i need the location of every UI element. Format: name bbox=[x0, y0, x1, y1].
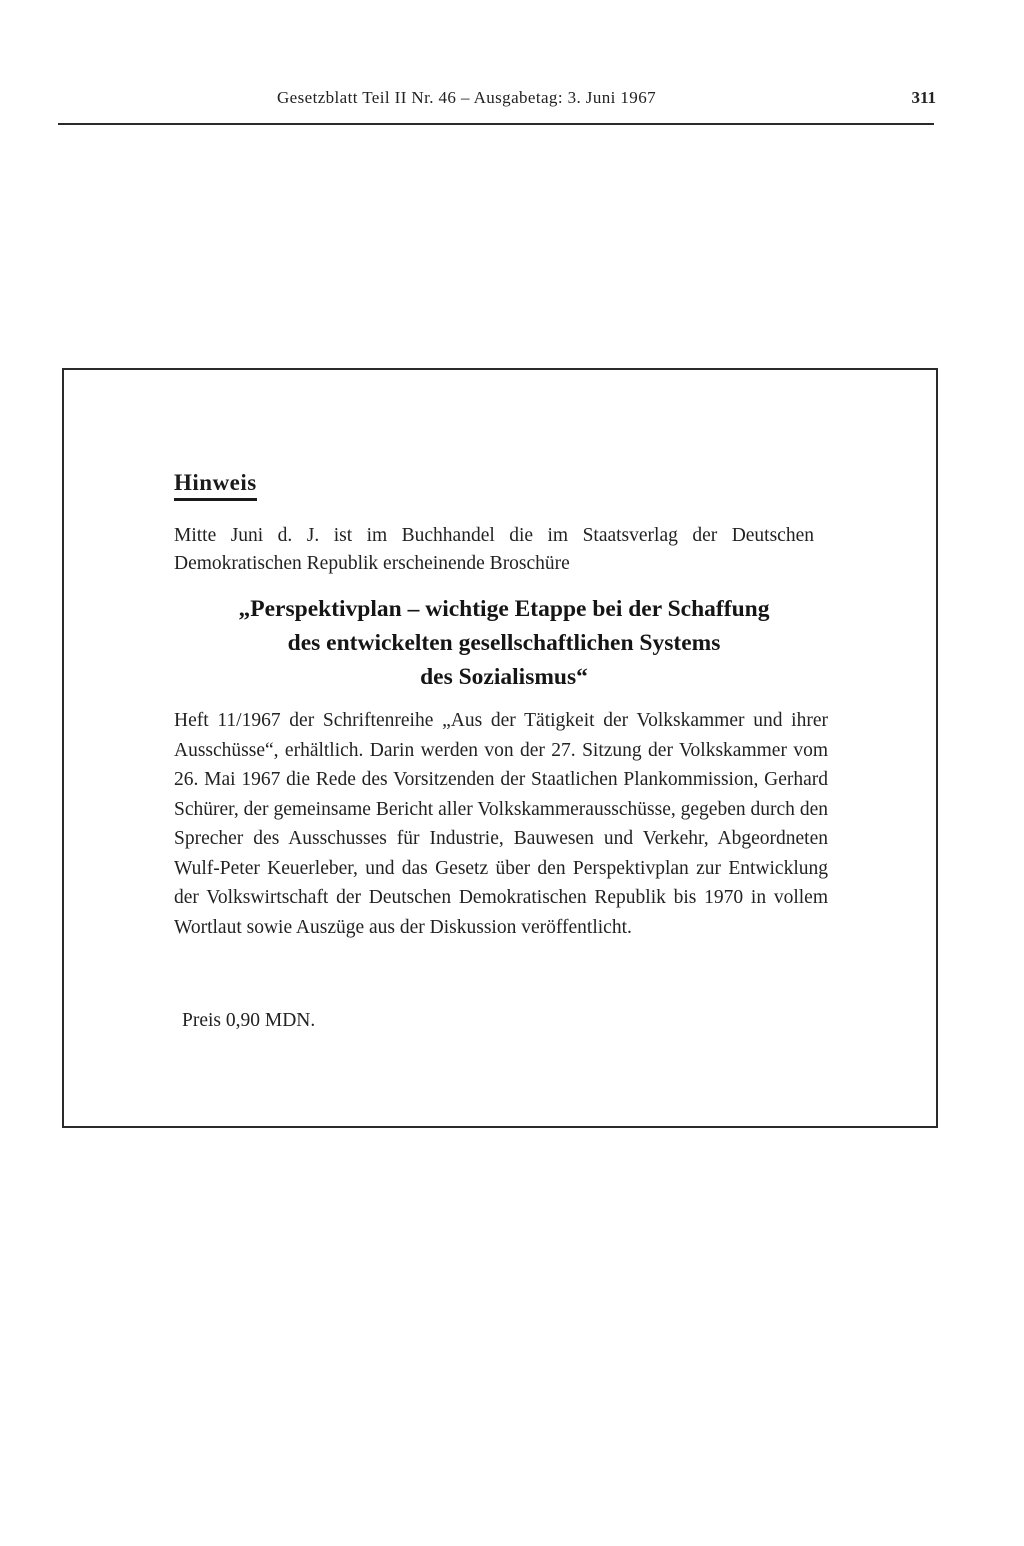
notice-heading: Hinweis bbox=[174, 470, 257, 501]
publication-title: „Perspektivplan – wichtige Etappe bei der Schaffung des entwickelten gesellschaftlichen Systems des Sozialismus“ bbox=[238, 596, 770, 690]
notice-body: Heft 11/1967 der Schriftenreihe „Aus der Tätigkeit der Volkskammer und ihrer Ausschüsse“, erhältlich. Darin werden von der 27. Sitzung der Volkskammer vom 26. Mai 1967 die Rede des Vorsitzenden der Staatlichen Plankommission, Gerhard Schürer, der gemeinsame Bericht aller Volkskammerausschüsse, gegeben durch den Sprecher des Ausschusses für Industrie, Bauwesen und Verkehr, Abgeordneten Wulf-Peter Keuerleber, und das Gesetz über den Perspektivplan zur Entwicklung der Volkswirtschaft der Deutschen Demokratischen Republik bis 1970 in vollem Wortlaut sowie Auszüge aus der Diskussion veröffentlicht. bbox=[174, 710, 828, 938]
header-title: Gesetzblatt Teil II Nr. 46 – Ausgabetag: 3. Juni 1967 bbox=[277, 88, 656, 107]
header-rule bbox=[58, 123, 934, 125]
notice-intro: Mitte Juni d. J. ist im Buchhandel die im Staatsverlag der Deutschen Demokratischen Republik erscheinende Broschüre bbox=[174, 525, 814, 574]
notice-box bbox=[62, 368, 938, 1128]
notice-price: Preis 0,90 MDN. bbox=[182, 1010, 316, 1031]
page-header bbox=[60, 86, 936, 116]
page-number: 311 bbox=[911, 88, 936, 107]
